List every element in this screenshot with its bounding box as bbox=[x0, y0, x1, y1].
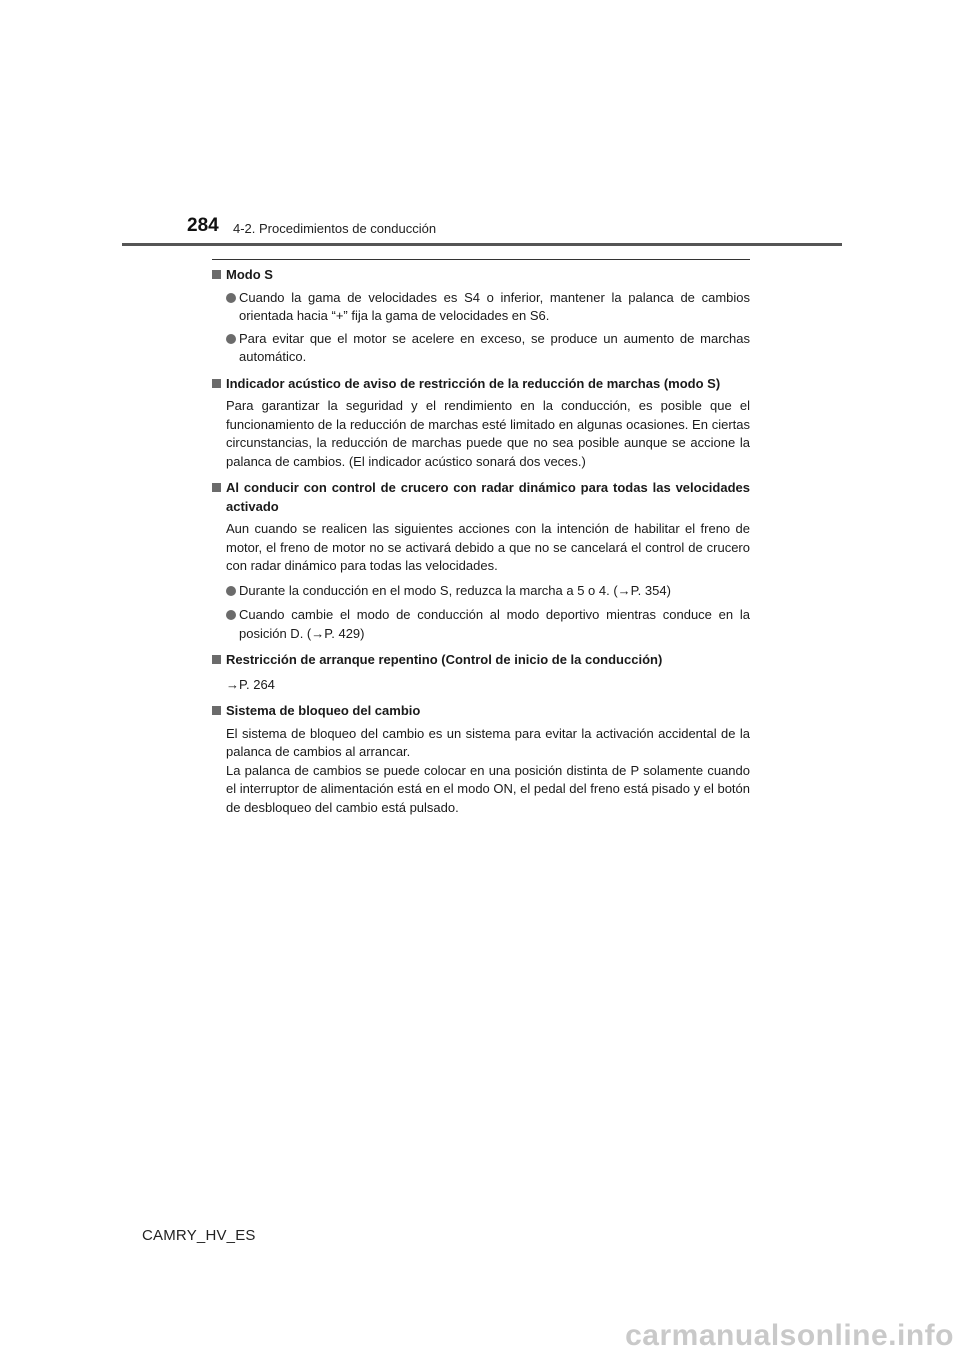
square-bullet-icon bbox=[212, 655, 221, 664]
content-rule bbox=[212, 259, 750, 260]
header-rule bbox=[122, 243, 842, 246]
square-bullet-icon bbox=[212, 379, 221, 388]
paragraph: La palanca de cambios se puede colocar en una posición distinta de P solamente cuando el interruptor de alimentación está en el modo ON, el pedal del freno está pisado y el botón de desbloqueo del cambio está pulsado. bbox=[226, 762, 750, 815]
round-bullet-icon bbox=[226, 293, 236, 303]
heading-text: Al conducir con control de crucero con radar dinámico para todas las velocidades activado bbox=[226, 480, 750, 514]
list-item-text: Durante la conducción en el modo S, reduzca la marcha a 5 o 4. (→P. 354) bbox=[239, 582, 671, 598]
watermark: carmanualsonline.info bbox=[625, 1319, 954, 1352]
square-bullet-icon bbox=[212, 706, 221, 715]
heading-bloqueo-cambio bbox=[212, 702, 750, 721]
round-bullet-icon bbox=[226, 610, 236, 620]
list-item bbox=[226, 606, 750, 643]
document-code: CAMRY_HV_ES bbox=[142, 1227, 256, 1244]
list-item-text: Para evitar que el motor se acelere en exceso, se produce un aumento de marchas automático. bbox=[239, 330, 750, 364]
square-bullet-icon bbox=[212, 270, 221, 279]
heading-text: Sistema de bloqueo del cambio bbox=[226, 703, 421, 718]
list-item-text: Cuando cambie el modo de conducción al modo deportivo mientras conduce en la posición D. (→P. 429) bbox=[239, 607, 750, 641]
heading-text: Modo S bbox=[226, 267, 273, 282]
content bbox=[212, 266, 750, 821]
paragraph: El sistema de bloqueo del cambio es un sistema para evitar la activación accidental de la palanca de cambios al arrancar. bbox=[226, 725, 750, 759]
heading-text: Indicador acústico de aviso de restricción de la reducción de marchas (modo S) bbox=[226, 375, 721, 391]
paragraph: Para garantizar la seguridad y el rendimiento en la conducción, es posible que el funcionamiento de la reducción de marchas esté limitado en algunas ocasiones. En ciertas circunstancias, la reducción de marchas puede que no sea posible aunque se accione la palanca de cambios. (El indicador acústico sonará dos veces.) bbox=[226, 398, 750, 469]
list-item bbox=[226, 582, 750, 601]
page-reference: →P. 264 bbox=[226, 676, 275, 692]
list-item bbox=[226, 330, 750, 367]
section-title: 4-2. Procedimientos de conducción bbox=[233, 221, 437, 236]
heading-indicador-acustico bbox=[212, 375, 750, 394]
paragraph: Aun cuando se realicen las siguientes acciones con la intención de habilitar el freno de motor, el freno de motor no se activará debido a que no se cancelará el control de crucero con radar dinámico para todas las velocidades. bbox=[226, 521, 750, 573]
round-bullet-icon bbox=[226, 586, 236, 596]
list-item-text: Cuando la gama de velocidades es S4 o inferior, mantener la palanca de cambios orientada hacia “+” fija la gama de velocidades en S6. bbox=[239, 289, 750, 323]
heading-modo-s bbox=[212, 266, 750, 285]
heading-restriccion-arranque bbox=[212, 651, 750, 670]
page-number: 284 bbox=[187, 215, 219, 236]
heading-text: Restricción de arranque repentino (Control de inicio de la conducción) bbox=[226, 652, 663, 667]
list-item bbox=[226, 289, 750, 326]
square-bullet-icon bbox=[212, 483, 221, 492]
round-bullet-icon bbox=[226, 334, 236, 344]
heading-control-crucero bbox=[212, 479, 750, 516]
